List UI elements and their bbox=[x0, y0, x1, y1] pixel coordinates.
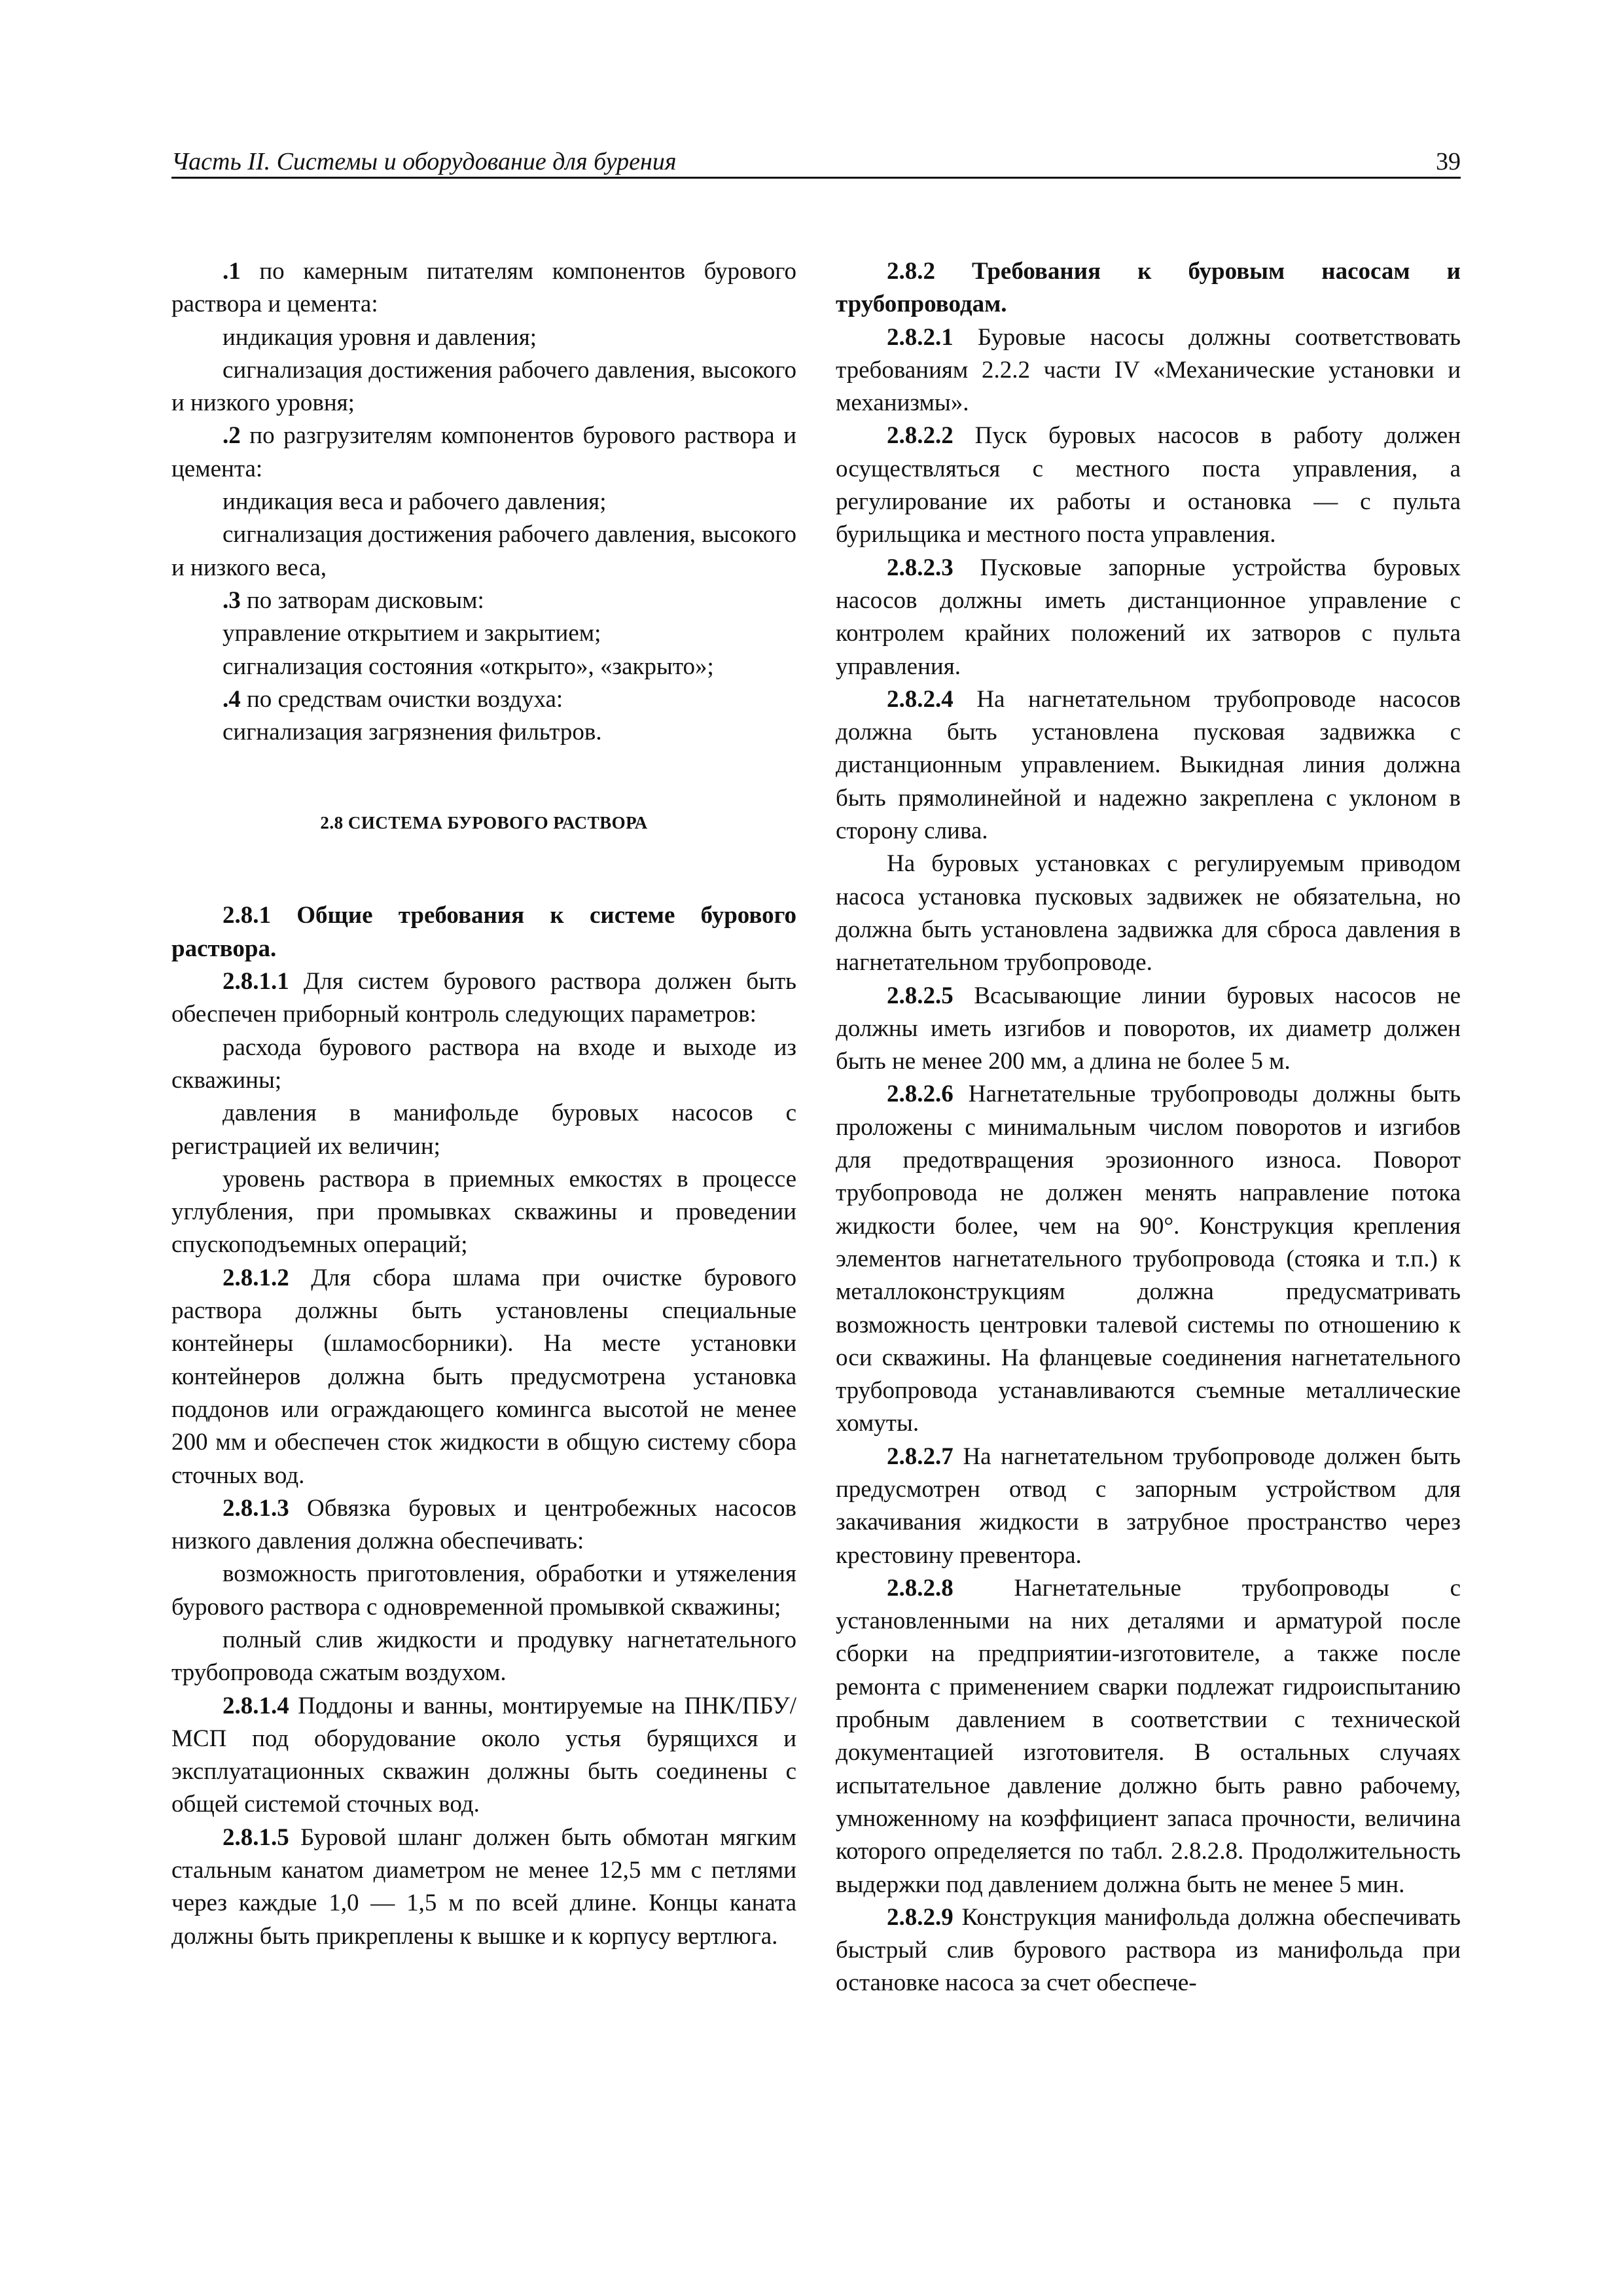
item-number: .4 bbox=[223, 685, 241, 713]
page-number: 39 bbox=[1436, 148, 1461, 175]
paragraph-text: Обвязка буровых и центробежных насосов низкого давления должна обеспечивать: bbox=[171, 1494, 796, 1555]
paragraph-text: Буровые насосы должны соответствовать требованиям 2.2.2 части IV «Механические установки и механизмы». bbox=[836, 323, 1461, 417]
paragraph-2-8-1-2 bbox=[171, 1262, 796, 1492]
paragraph-number: 2.8.1.3 bbox=[223, 1494, 289, 1522]
paragraph-2-8-1-3 bbox=[171, 1492, 796, 1558]
left-column bbox=[171, 255, 796, 1953]
paragraph-text: Нагнетательные трубопроводы с установленными на них деталями и арматурой после сборки на предприятии-изготовителе, а также после ремонта с применением сварки подлежат гидроиспытанию пробным давлением в соответствии с технической документацией изготовителя. В остальных случаях испытательное давление должно быть равно рабочему, умноженному на коэффициент запаса прочности, величина которого определяется по табл. 2.8.2.8. Продолжительность выдержки под давлением должна быть не менее 5 мин. bbox=[836, 1574, 1461, 1898]
paragraph-2-8-2-3 bbox=[836, 552, 1461, 683]
list-line: расхода бурового раствора на входе и выходе из скважины; bbox=[171, 1033, 796, 1094]
right-column bbox=[836, 255, 1461, 2000]
paragraph-number: 2.8.2.2 bbox=[887, 422, 954, 450]
item-line: сигнализация состояния «открыто», «закрыто»; bbox=[223, 653, 714, 680]
item-line: управление открытием и закрытием; bbox=[223, 620, 601, 647]
paragraph-text: На нагнетательном трубопроводе насосов должна быть установлена пусковая задвижка с дистанционным управлением. Выкидная линия должна быть прямолинейной и надежно закреплена с уклоном в сторону слива. bbox=[836, 685, 1461, 845]
paragraph-text: Конструкция манифольда должна обеспечивать быстрый слив бурового раствора из манифольда при остановке насоса за счет обеспече- bbox=[836, 1903, 1461, 1997]
paragraph-2-8-2-5 bbox=[836, 980, 1461, 1079]
paragraph-number: 2.8.1.4 bbox=[223, 1692, 289, 1719]
paragraph-2-8-2-8 bbox=[836, 1572, 1461, 1901]
item-text: по средствам очистки воздуха: bbox=[240, 685, 563, 713]
paragraph-number: 2.8.1.5 bbox=[223, 1823, 289, 1851]
list-line: давления в манифольде буровых насосов с регистрацией их величин; bbox=[171, 1100, 796, 1160]
paragraph-2-8-2-1 bbox=[836, 321, 1461, 420]
paragraph-number: 2.8.2.3 bbox=[887, 554, 954, 581]
paragraph-text: Буровой шланг должен быть обмотан мягким стальным канатом диаметром не менее 12,5 мм с петлями через каждые 1,0 — 1,5 м по всей длине. Концы каната должны быть прикреплены к вышке и к корпусу вертлюга. bbox=[171, 1823, 796, 1950]
paragraph-2-8-1-5 bbox=[171, 1821, 796, 1953]
item-number: .1 bbox=[223, 258, 241, 285]
item-line: индикация уровня и давления; bbox=[223, 323, 537, 351]
paragraph-2-8-2-4-continued: На буровых установках с регулируемым приводом насоса установка пусковых задвижек не обязательна, но должна быть установлена задвижка для сброса давления в нагнетательном трубопроводе. bbox=[836, 850, 1461, 977]
item-number: .2 bbox=[223, 422, 241, 450]
paragraph-number: 2.8.2.4 bbox=[887, 685, 954, 713]
paragraph-number: 2.8.2.9 bbox=[887, 1903, 954, 1931]
item-text: по разгрузителям компонентов бурового раствора и цемента: bbox=[171, 422, 796, 482]
item-1 bbox=[171, 255, 796, 321]
list-line: уровень раствора в приемных емкостях в процессе углубления, при промывках скважины и проведении спускоподъемных операций; bbox=[171, 1165, 796, 1259]
paragraph-number: 2.8.2.8 bbox=[887, 1574, 954, 1602]
paragraph-text: Пусковые запорные устройства буровых насосов должны иметь дистанционное управление с контролем крайних положений их затворов с пульта управления. bbox=[836, 554, 1461, 680]
list-line: полный слив жидкости и продувку нагнетательного трубопровода сжатым воздухом. bbox=[171, 1626, 796, 1687]
paragraph-2-8-2-7 bbox=[836, 1441, 1461, 1572]
paragraph-2-8-1-4 bbox=[171, 1690, 796, 1821]
paragraph-text: На нагнетательном трубопроводе должен быть предусмотрен отвод с запорным устройством для закачивания жидкости в затрубное пространство через крестовину превентора. bbox=[836, 1443, 1461, 1569]
paragraph-number: 2.8.2.5 bbox=[887, 982, 954, 1009]
running-header-title: Часть II. Системы и оборудование для бурения bbox=[171, 148, 677, 175]
paragraph-text: Поддоны и ванны, монтируемые на ПНК/ПБУ/МСП под оборудование около устья бурящихся и эксплуатационных скважин должны быть соединены с общей системой сточных вод. bbox=[171, 1692, 796, 1818]
item-line: сигнализация достижения рабочего давления, высокого и низкого веса, bbox=[171, 521, 796, 581]
paragraph-2-8-2-6 bbox=[836, 1078, 1461, 1440]
paragraph-number: 2.8.1.2 bbox=[223, 1264, 289, 1291]
paragraph-2-8-1-1 bbox=[171, 965, 796, 1031]
subsection-heading-2-8-2: 2.8.2 Требования к буровым насосам и трубопроводам. bbox=[836, 258, 1461, 318]
paragraph-number: 2.8.2.7 bbox=[887, 1443, 954, 1470]
item-line: индикация веса и рабочего давления; bbox=[223, 488, 607, 516]
item-number: .3 bbox=[223, 586, 241, 614]
paragraph-number: 2.8.2.6 bbox=[887, 1081, 954, 1108]
item-text: по затворам дисковым: bbox=[240, 586, 484, 614]
section-title: 2.8 СИСТЕМА БУРОВОГО РАСТВОРА bbox=[320, 813, 648, 833]
item-3 bbox=[171, 584, 796, 617]
header-rule bbox=[171, 177, 1461, 179]
paragraph-number: 2.8.2.1 bbox=[887, 323, 954, 351]
paragraph-number: 2.8.1.1 bbox=[223, 968, 289, 996]
item-line: сигнализация загрязнения фильтров. bbox=[223, 719, 602, 746]
running-header bbox=[171, 145, 1461, 185]
paragraph-2-8-2-4 bbox=[836, 683, 1461, 848]
item-text: по камерным питателям компонентов бурового раствора и цемента: bbox=[171, 258, 796, 318]
item-line: сигнализация достижения рабочего давления, высокого и низкого уровня; bbox=[171, 356, 796, 417]
paragraph-text: Всасывающие линии буровых насосов не должны иметь изгибов и поворотов, их диаметр должен быть не менее 200 мм, а длина не более 5 м. bbox=[836, 982, 1461, 1075]
paragraph-text: Для сбора шлама при очистке бурового раствора должны быть установлены специальные контейнеры (шламосборники). На месте установки контейнеров должна быть предусмотрена установка поддонов или ограждающего комингса высотой не менее 200 мм и обеспечен сток жидкости в общую систему сбора сточных вод. bbox=[171, 1264, 796, 1489]
paragraph-text: Для систем бурового раствора должен быть обеспечен приборный контроль следующих параметров: bbox=[171, 968, 796, 1028]
paragraph-2-8-2-9 bbox=[836, 1901, 1461, 2000]
paragraph-text: Пуск буровых насосов в работу должен осуществляться с местного поста управления, а регулирование их работы и остановка — с пульта бурильщика и местного поста управления. bbox=[836, 422, 1461, 548]
paragraph-text: Нагнетательные трубопроводы должны быть проложены с минимальным числом поворотов и изгибов для предотвращения эрозионного износа. Поворот трубопровода не должен менять направление потока жидкости более, чем на 90°. Конструкция крепления элементов нагнетательного трубопровода (стояка и т.п.) к металлоконструкциям должна предусматривать возможность центровки талевой системы по отношению к оси скважины. На фланцевые соединения нагнетательного трубопровода устанавливаются съемные металлические хомуты. bbox=[836, 1081, 1461, 1437]
paragraph-2-8-2-2 bbox=[836, 420, 1461, 551]
item-2 bbox=[171, 420, 796, 486]
item-4 bbox=[171, 683, 796, 716]
list-line: возможность приготовления, обработки и утяжеления бурового раствора с одновременной промывкой скважины; bbox=[171, 1560, 796, 1621]
subsection-heading-2-8-1: 2.8.1 Общие требования к системе бурового раствора. bbox=[171, 902, 796, 962]
